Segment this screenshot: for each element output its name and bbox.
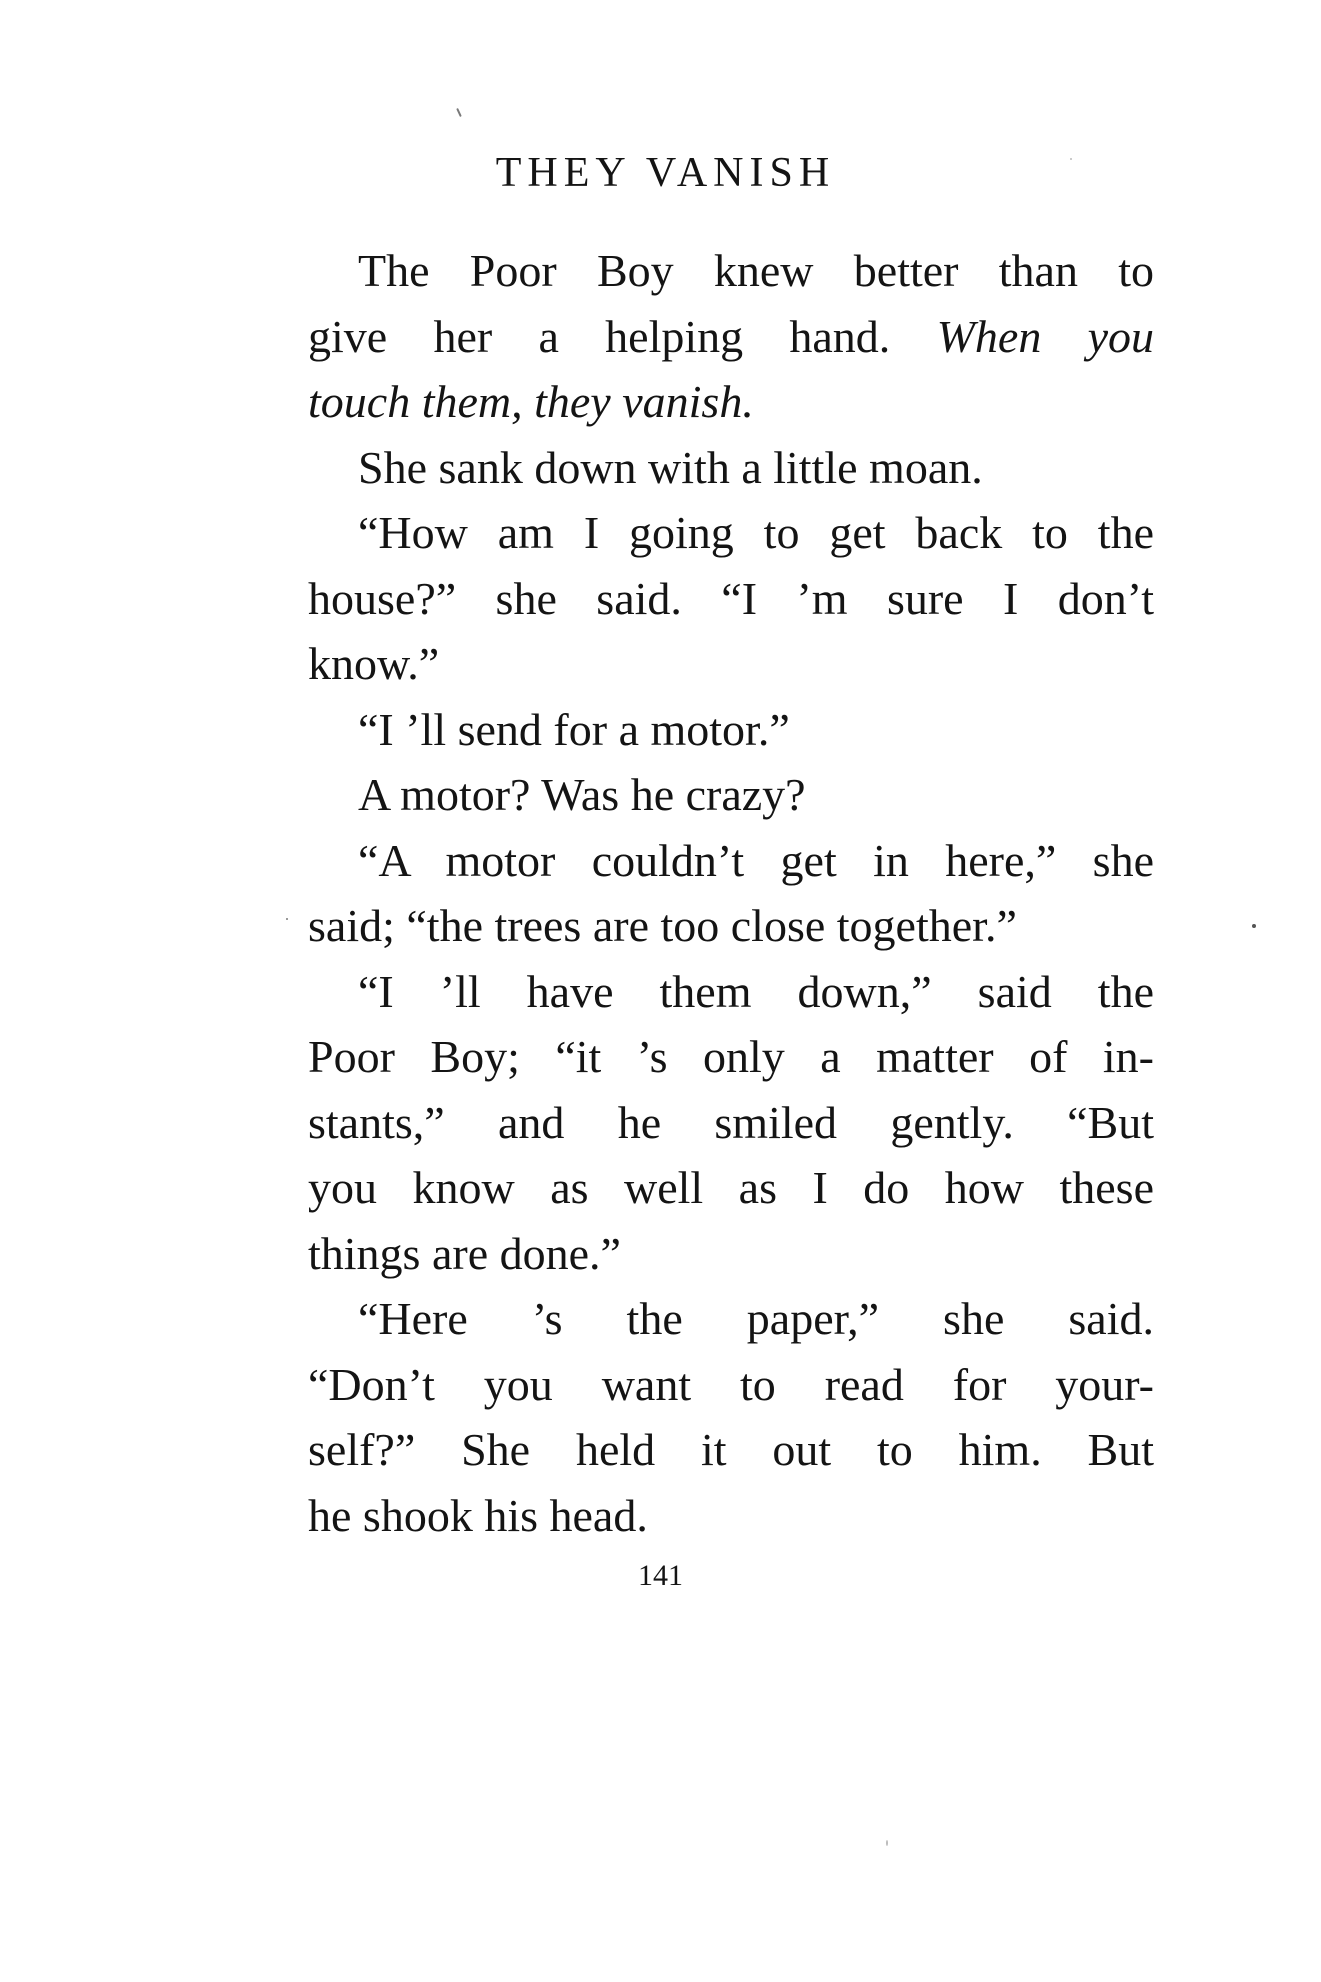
text-segment: The Poor Boy knew better than to [358, 245, 1154, 296]
text-segment: “Don’t you want to read for your- [308, 1358, 1154, 1410]
text-segment: you know as well as I do how these [308, 1162, 1154, 1213]
italic-text: When you [936, 310, 1154, 362]
text-line [308, 369, 1154, 435]
text-segment: house?” she said. “I ’m sure I don’t [308, 572, 1154, 624]
text-segment: “How am I going to get back to the [358, 507, 1154, 558]
text-segment: said; “the trees are too close together.” [308, 900, 1017, 951]
text-line [308, 1090, 1154, 1156]
text-line [308, 1286, 1154, 1352]
text-segment: give her a helping hand. [308, 310, 937, 362]
text-line [308, 1024, 1154, 1090]
text-line [308, 959, 1154, 1025]
text-line [308, 828, 1154, 894]
text-line [308, 697, 1154, 763]
text-line [308, 631, 1154, 697]
scan-speck [286, 918, 288, 920]
scan-speck [456, 108, 462, 117]
text-line [308, 893, 1154, 959]
italic-text: touch them, they vanish. [308, 376, 754, 427]
text-line [308, 1221, 1154, 1287]
text-segment: “Here ’s the paper,” she said. [358, 1293, 1154, 1344]
text-segment: stants,” and he smiled gently. “But [308, 1096, 1154, 1148]
text-segment: “I ’ll have them down,” said the [358, 965, 1154, 1017]
text-segment: “I ’ll send for a motor.” [358, 703, 790, 755]
text-line [308, 1155, 1154, 1221]
text-line [308, 435, 1154, 501]
text-segment: Poor Boy; “it ’s only a matter of in- [308, 1031, 1154, 1082]
text-segment: self?” She held it out to him. But [308, 1424, 1154, 1475]
text-segment: know.” [308, 638, 440, 689]
text-segment: things are done.” [308, 1227, 621, 1279]
text-segment: A motor? Was he crazy? [358, 769, 806, 820]
text-line [308, 566, 1154, 632]
text-line [308, 238, 1154, 304]
text-segment: “A motor couldn’t get in here,” she [358, 834, 1154, 886]
scan-speck [886, 1840, 888, 1846]
page-number: 141 [638, 1559, 683, 1592]
text-line [308, 500, 1154, 566]
text-segment: She sank down with a little moan. [358, 441, 983, 493]
body-text [308, 238, 1154, 1548]
text-line [308, 304, 1154, 370]
running-head: THEY VANISH [495, 150, 836, 196]
text-line [308, 1417, 1154, 1483]
text-segment: he shook his head. [308, 1489, 648, 1541]
text-line [308, 762, 1154, 828]
scan-speck [1070, 158, 1072, 160]
text-line [308, 1352, 1154, 1418]
scan-speck [1252, 924, 1256, 928]
text-line [308, 1483, 1154, 1549]
